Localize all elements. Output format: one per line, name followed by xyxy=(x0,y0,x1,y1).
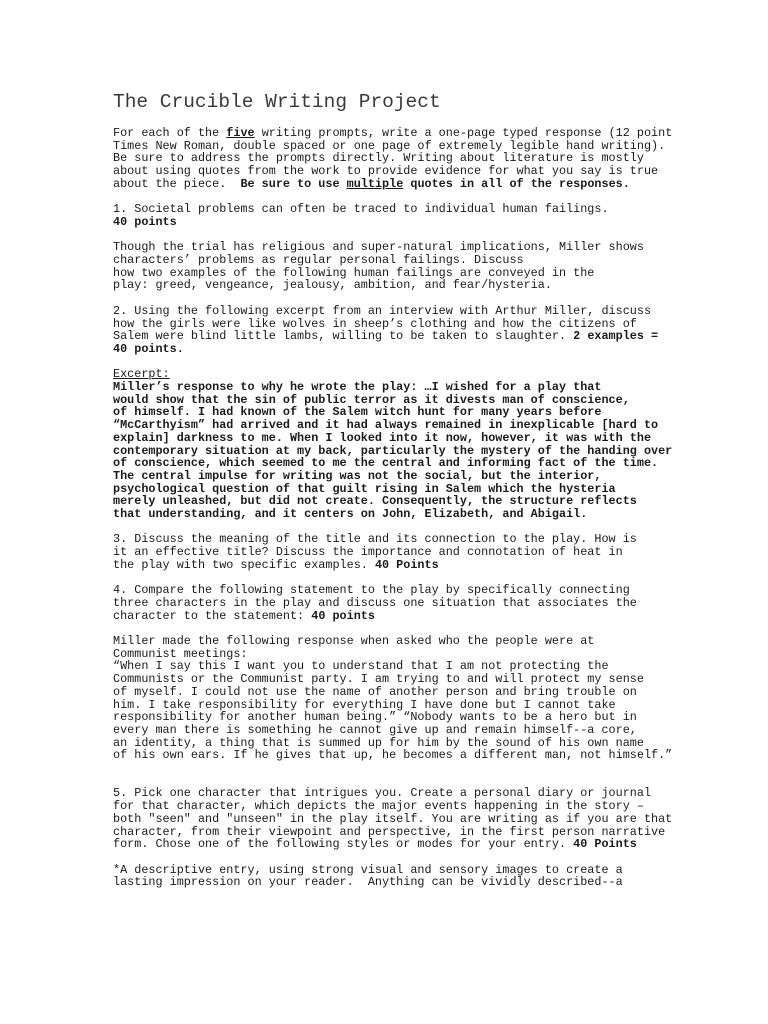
prompt-4-points: 40 points xyxy=(311,608,375,623)
prompt-1-detail: Though the trial has religious and super-natural implications, Miller shows characters’ problems as regular personal failings. Discuss how two examples of the following human failings are conveyed in the play: greed, vengeance, jealousy, ambition, and fear/hysteria. xyxy=(113,240,644,293)
page-title: The Crucible Writing Project xyxy=(113,91,441,113)
quote-block: Miller made the following response when asked who the people were at Communist meetings: “When I say this I want you to understand that I am not protecting the Communists or the Communist party. I am trying to and will protect my sense of myself. I could not use the name of another person and bring trouble on him. I take responsibility for everything I have done but I cannot take responsibility for another human being.” “Nobody wants to be a hero but in every man there is something he cannot give up and remain himself--a core, an identity, a thing that is summed up for him by the sound of his own name of his own ears. If he gives that up, he becomes a different man, not himself.” xyxy=(113,634,673,763)
prompt-5-points: 40 Points xyxy=(573,837,637,852)
emphasis-multiple: multiple xyxy=(346,176,404,191)
intro-paragraph: For each of the five writing prompts, write a one-page typed response (12 point Times New Roman, double spaced or one page of extremely legible hand writing). Be sure to address the prompts directly. Writing about literature is mostly about using quotes from the work to provide evidence for what you say is true about the piece. Be sure to use multiple quotes in all of the responses. xyxy=(113,126,673,191)
prompt-1-points: 40 points xyxy=(113,214,177,229)
prompt-4: 4. Compare the following statement to the play by specifically connecting three characters in the play and discuss one situation that associates the character to the statement: 40 points xyxy=(113,583,637,623)
document-body xyxy=(113,127,713,889)
emphasis-five: five xyxy=(226,126,255,140)
prompt-3: 3. Discuss the meaning of the title and its connection to the play. How is it an effective title? Discuss the importance and connotation of heat in the play with two specific examples. 40 Points xyxy=(113,532,637,572)
prompt-3-points: 40 Points xyxy=(374,557,439,572)
excerpt-block: Excerpt: Miller’s response to why he wrote the play: …I wished for a play that would show that the sin of public terror as it divests man of conscience, of himself. I had known of the Salem witch hunt for many years before “McCarthyism” had arrived and it had always remained in inexplicable [hard to explain] darkness to me. When I looked into it now, however, it was with the contemporary situation at my back, particularly the mystery of the handing over of conscience, which seemed to me the central and informing fact of the time. The central impulse for writing was not the social, but the interior, psychological question of that guilt rising in Salem which the hysteria merely unleashed, but did not create. Consequently, the structure reflects that understanding, and it centers on John, Elizabeth, and Abigail. xyxy=(113,368,713,520)
prompt-2-points: 2 examples = xyxy=(573,329,659,344)
excerpt-label: Excerpt: xyxy=(113,367,170,382)
style-option-descriptive: *A descriptive entry, using strong visual and sensory images to create a lasting impression on your reader. Anything can be vividly described--a xyxy=(113,862,623,890)
prompt-1: 1. Societal problems can often be traced to individual human failings. 40 points xyxy=(113,203,713,228)
prompt-5: 5. Pick one character that intrigues you. Create a personal diary or journal for that character, which depicts the major events happening in the story – both "seen" and "unseen" in the play itself. You are writing as if you are that character, from their viewpoint and perspective, in the first person narrative form. Chose one of the following styles or modes for your entry. 40 Points xyxy=(113,786,673,852)
prompt-2: 2. Using the following excerpt from an interview with Arthur Miller, discuss how the girls were like wolves in sheep’s clothing and how the citizens of Salem were blind little lambs, willing to be taken to slaughter. 2 examples = 40 points. xyxy=(113,303,659,356)
